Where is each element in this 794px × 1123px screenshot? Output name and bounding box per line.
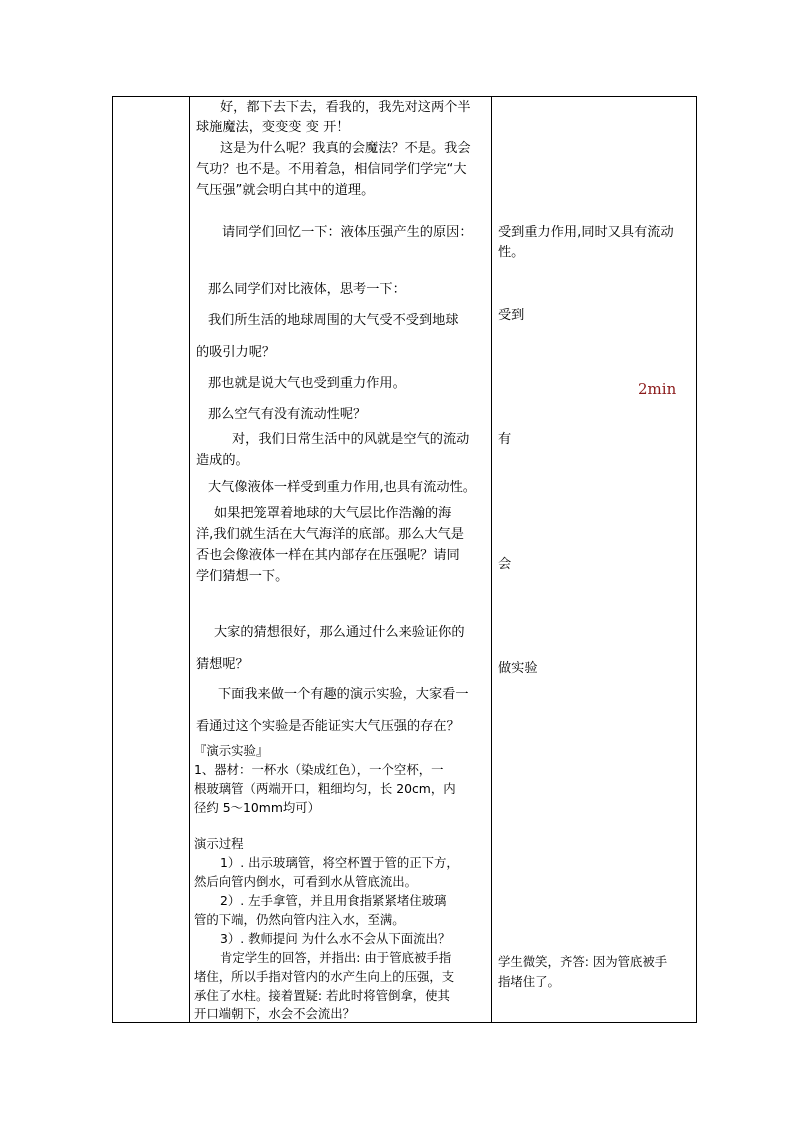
teacher-text-p5-line1: 我们所生活的地球周围的大气受不受到地球 xyxy=(208,313,459,328)
teacher-text-p11-line1: 大家的猜想很好，那么通过什么来验证你的 xyxy=(214,625,465,640)
teacher-text-p10-line3: 否也会像液体一样在其内部存在压强呢？请同 xyxy=(196,548,460,563)
teacher-text-p1-line2: 球施魔法，变变变 变 开！ xyxy=(196,120,350,135)
teacher-text-p8-line2: 造成的。 xyxy=(196,453,249,468)
teacher-text-p7: 那么空气有没有流动性呢？ xyxy=(208,407,367,422)
student-answer-2: 受到 xyxy=(498,308,525,323)
demo-heading: 『演示实验』 xyxy=(194,743,269,758)
conclusion-line2: 堵住，所以手指对管内的水产生向上的压强，支 xyxy=(194,969,455,984)
student-answer-1-line1: 受到重力作用,同时又具有流动 xyxy=(498,225,674,240)
time-label: 2min xyxy=(638,380,677,398)
student-answer-3: 有 xyxy=(498,432,512,447)
teacher-text-p1-line1: 好，都下去下去，看我的，我先对这两个半 xyxy=(220,100,471,115)
conclusion-line4: 开口端朝下，水会不会流出？ xyxy=(194,1006,356,1021)
teacher-text-p10-line1: 如果把笼罩着地球的大气层比作浩瀚的海 xyxy=(214,506,452,521)
student-answer-4: 会 xyxy=(498,557,512,572)
teacher-text-p2-line3: 气压强”就会明白其中的道理。 xyxy=(196,183,375,198)
teacher-text-p4: 那么同学们对比液体，思考一下： xyxy=(208,282,406,297)
conclusion-line3: 承住了水柱。接着置疑: 若此时将管倒拿，使其 xyxy=(194,988,450,1003)
process-heading: 演示过程 xyxy=(194,836,244,851)
materials-line1: 1、器材：一杯水（染成红色），一个空杯，一 xyxy=(194,762,444,777)
conclusion-line1: 肯定学生的回答，并指出: 由于管底被手指 xyxy=(220,950,452,965)
student-answer-6-line2: 指堵住了。 xyxy=(498,974,560,989)
materials-line2: 根玻璃管（两端开口，粗细均匀，长 20cm，内 xyxy=(194,781,456,796)
teacher-text-p12-line1: 下面我来做一个有趣的演示实验，大家看一 xyxy=(218,687,469,702)
student-answer-6-line1: 学生微笑，齐答: 因为管底被手 xyxy=(498,954,668,969)
step2-line1: 2）. 左手拿管，并且用食指紧紧堵住玻璃 xyxy=(220,893,447,908)
teacher-text-p6: 那也就是说大气也受到重力作用。 xyxy=(208,376,406,391)
teacher-text-p9: 大气像液体一样受到重力作用,也具有流动性。 xyxy=(208,480,476,495)
materials-line3: 径约 5～10mm均可） xyxy=(194,800,321,815)
column-divider-1 xyxy=(189,96,190,1023)
teacher-text-p3: 请同学们回忆一下：液体压强产生的原因： xyxy=(222,225,473,240)
step1-line1: 1）. 出示玻璃管，将空杯置于管的正下方， xyxy=(220,855,459,870)
teacher-text-p8-line1: 对，我们日常生活中的风就是空气的流动 xyxy=(232,432,470,447)
step1-line2: 然后向管内倒水，可看到水从管底流出。 xyxy=(194,874,418,889)
teacher-text-p2-line2: 气功？也不是。不用着急，相信同学们学完“大 xyxy=(196,162,467,177)
student-answer-5: 做实验 xyxy=(498,661,538,676)
teacher-text-p5-line2: 的吸引力呢？ xyxy=(196,345,276,360)
step3-line: 3）. 教师提问 为什么水不会从下面流出？ xyxy=(220,931,451,946)
teacher-text-p10-line4: 学们猜想一下。 xyxy=(196,569,289,584)
step2-line2: 管的下端，仍然向管内注入水，至满。 xyxy=(194,912,405,927)
teacher-text-p2-line1: 这是为什么呢？我真的会魔法？不是。我会 xyxy=(220,141,471,156)
teacher-text-p12-line2: 看通过这个实验是否能证实大气压强的存在？ xyxy=(196,719,460,734)
teacher-text-p11-line2: 猜想呢？ xyxy=(196,657,249,672)
student-answer-1-line2: 性。 xyxy=(498,245,525,260)
column-divider-2 xyxy=(491,96,492,1023)
teacher-text-p10-line2: 洋,我们就生活在大气海洋的底部。那么大气是 xyxy=(196,527,464,542)
